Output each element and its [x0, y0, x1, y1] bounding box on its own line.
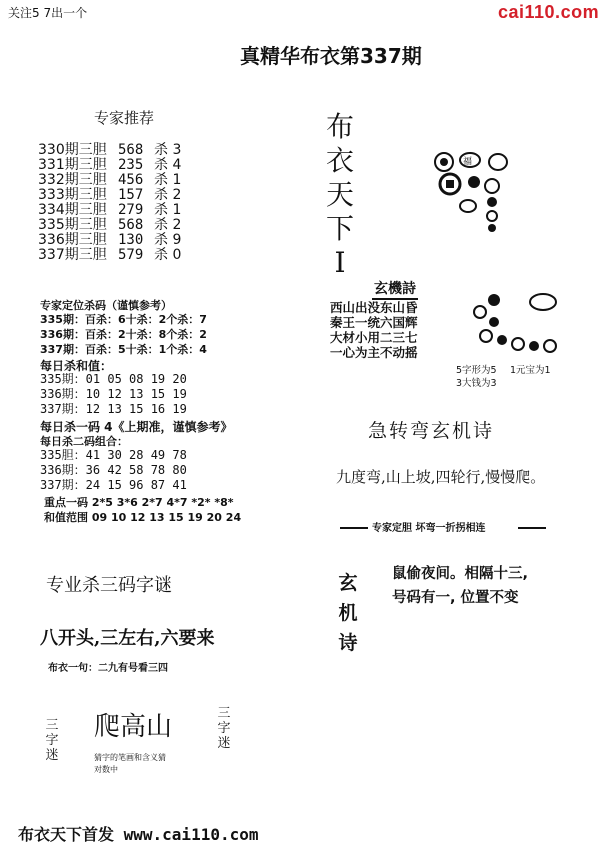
sharp-turn-title: 急转弯玄机诗	[368, 420, 495, 442]
divider-left	[340, 527, 368, 529]
riddle-saying: 布衣一句：二九有号看三四	[48, 663, 168, 674]
expert-row-period: 330期三胆	[38, 142, 107, 158]
expert-row-nums: 235	[118, 157, 144, 173]
daily-sum-row: 336期：10 12 13 15 19	[40, 387, 187, 401]
expert-row-kill: 杀 0	[154, 247, 182, 263]
key-one-code: 重点一码 2*5 3*6 2*7 4*7 *2* *8*	[44, 496, 234, 509]
expert-row-period: 335期三胆	[38, 217, 107, 233]
riddle-right-char: 字	[217, 721, 231, 736]
xuanji-char: 诗	[338, 632, 358, 654]
riddle-left-char: 迷	[45, 748, 59, 763]
hint-three: 3大钱为3	[456, 378, 497, 389]
daily-one-row: 337期：24 15 96 87 41	[40, 478, 187, 492]
coin-string-illustration	[468, 290, 560, 360]
expert-row-period: 331期三胆	[38, 157, 107, 173]
hint-five: 5字形为5	[456, 365, 497, 376]
mystic-poem-header: 玄機詩	[372, 278, 418, 300]
expert-bile: 专家定胆 坏弯一折拐相连	[372, 523, 486, 534]
expert-row-nums: 579	[118, 247, 144, 263]
xuanji-vertical	[336, 568, 360, 658]
expert-row-nums: 568	[118, 142, 144, 158]
brand-char: 衣	[325, 144, 354, 177]
mystic-poem-line: 大材小用二三七	[330, 330, 418, 345]
brand-char: I	[334, 246, 346, 279]
riddle-title: 专业杀三码字谜	[46, 575, 172, 596]
expert-row-nums: 157	[118, 187, 144, 203]
riddle-left-char: 字	[45, 733, 59, 748]
brand-char: 天	[325, 178, 354, 211]
expert-row-period: 337期三胆	[38, 247, 107, 263]
expert-row-kill: 杀 2	[154, 187, 182, 203]
expert-row	[38, 233, 181, 248]
daily-sum-row: 335期：01 05 08 19 20	[40, 372, 187, 386]
top-notice: 关注5 7出一个	[8, 6, 88, 20]
expert-row-kill: 杀 2	[154, 217, 182, 233]
expert-row-kill: 杀 1	[154, 202, 182, 218]
expert-row-nums: 279	[118, 202, 144, 218]
mystic-poem-line: 秦王一统六国辉	[330, 315, 418, 330]
expert-row	[38, 218, 181, 233]
riddle-answer: 八开头,三左右,六要来	[40, 628, 215, 649]
brand-vertical	[320, 110, 360, 280]
expert-row	[38, 248, 181, 263]
position-kill-rows	[40, 312, 207, 357]
expert-table	[38, 143, 181, 263]
sharp-turn-poem: 九度弯,山上坡,四轮行,慢慢爬。	[336, 468, 546, 486]
daily-one-row: 335胆：41 30 28 49 78	[40, 448, 187, 462]
expert-row	[38, 173, 181, 188]
xuanji-poem-line: 号码有一, 位置不变	[392, 590, 519, 606]
mystic-poem-line: 西山出没东山昏	[330, 300, 418, 315]
expert-row-nums: 456	[118, 172, 144, 188]
daily-sum-header: 每日杀和值：	[40, 359, 113, 373]
expert-row-period: 332期三胆	[38, 172, 107, 188]
riddle-word: 爬高山	[94, 712, 173, 742]
xuanji-poem	[392, 562, 528, 610]
position-kill-row: 335期：百杀：6十杀：2个杀：7	[40, 313, 207, 326]
expert-row-period: 333期三胆	[38, 187, 107, 203]
brand-char: 下	[325, 212, 354, 245]
svg-text:福: 福	[463, 157, 473, 167]
sum-range: 和值范围 09 10 12 13 15 19 20 24	[44, 511, 242, 524]
position-kill-header: 专家定位杀码（谨慎参考）	[40, 299, 172, 312]
lucky-coins-illustration	[432, 152, 512, 234]
mystic-poem-lines	[330, 300, 418, 360]
daily-one-row: 336期：36 42 58 78 80	[40, 463, 187, 477]
expert-header: 专家推荐	[94, 109, 155, 127]
hint-one: 1元宝为1	[510, 365, 551, 376]
daily-one-rows	[40, 448, 187, 493]
position-kill-row: 336期：百杀：2十杀：8个杀：2	[40, 328, 207, 341]
brand-char: 布	[325, 110, 354, 143]
expert-row	[38, 143, 181, 158]
expert-row-nums: 568	[118, 217, 144, 233]
expert-row	[38, 158, 181, 173]
divider-right	[518, 527, 546, 529]
riddle-right-vertical	[216, 706, 232, 751]
riddle-right-char: 三	[217, 706, 231, 721]
expert-row-kill: 杀 9	[154, 232, 182, 248]
riddle-left-vertical	[44, 718, 60, 763]
daily-two-header: 每日杀二码组合：	[40, 435, 128, 448]
riddle-left-char: 三	[45, 718, 59, 733]
riddle-right-char: 迷	[217, 736, 231, 751]
riddle-note-1: 猜字的笔画和含义猜	[94, 753, 166, 762]
daily-sum-row: 337期：12 13 15 16 19	[40, 402, 187, 416]
riddle-note-2: 对数中	[94, 765, 118, 774]
expert-row-kill: 杀 1	[154, 172, 182, 188]
daily-one-header: 每日杀一码 4《上期准，谨慎参考》	[40, 420, 233, 434]
position-kill-row: 337期：百杀：5十杀：1个杀：4	[40, 343, 207, 356]
expert-row-kill: 杀 4	[154, 157, 182, 173]
expert-row-period: 336期三胆	[38, 232, 107, 248]
xuanji-poem-line: 鼠偷夜间。相隔十三,	[392, 566, 529, 582]
xuanji-char: 玄	[338, 572, 358, 594]
expert-row-nums: 130	[118, 232, 144, 248]
expert-row	[38, 203, 181, 218]
xuanji-char: 机	[338, 602, 358, 624]
expert-row-period: 334期三胆	[38, 202, 107, 218]
site-logo[interactable]: cai110.com	[498, 2, 600, 22]
expert-row	[38, 188, 181, 203]
mystic-poem-line: 一心为主不动摇	[330, 345, 418, 360]
daily-sum-rows	[40, 372, 187, 417]
page-title: 真精华布衣第337期	[240, 44, 422, 68]
expert-row-kill: 杀 3	[154, 142, 182, 158]
footer: 布衣天下首发 www.cai110.com	[18, 825, 259, 844]
